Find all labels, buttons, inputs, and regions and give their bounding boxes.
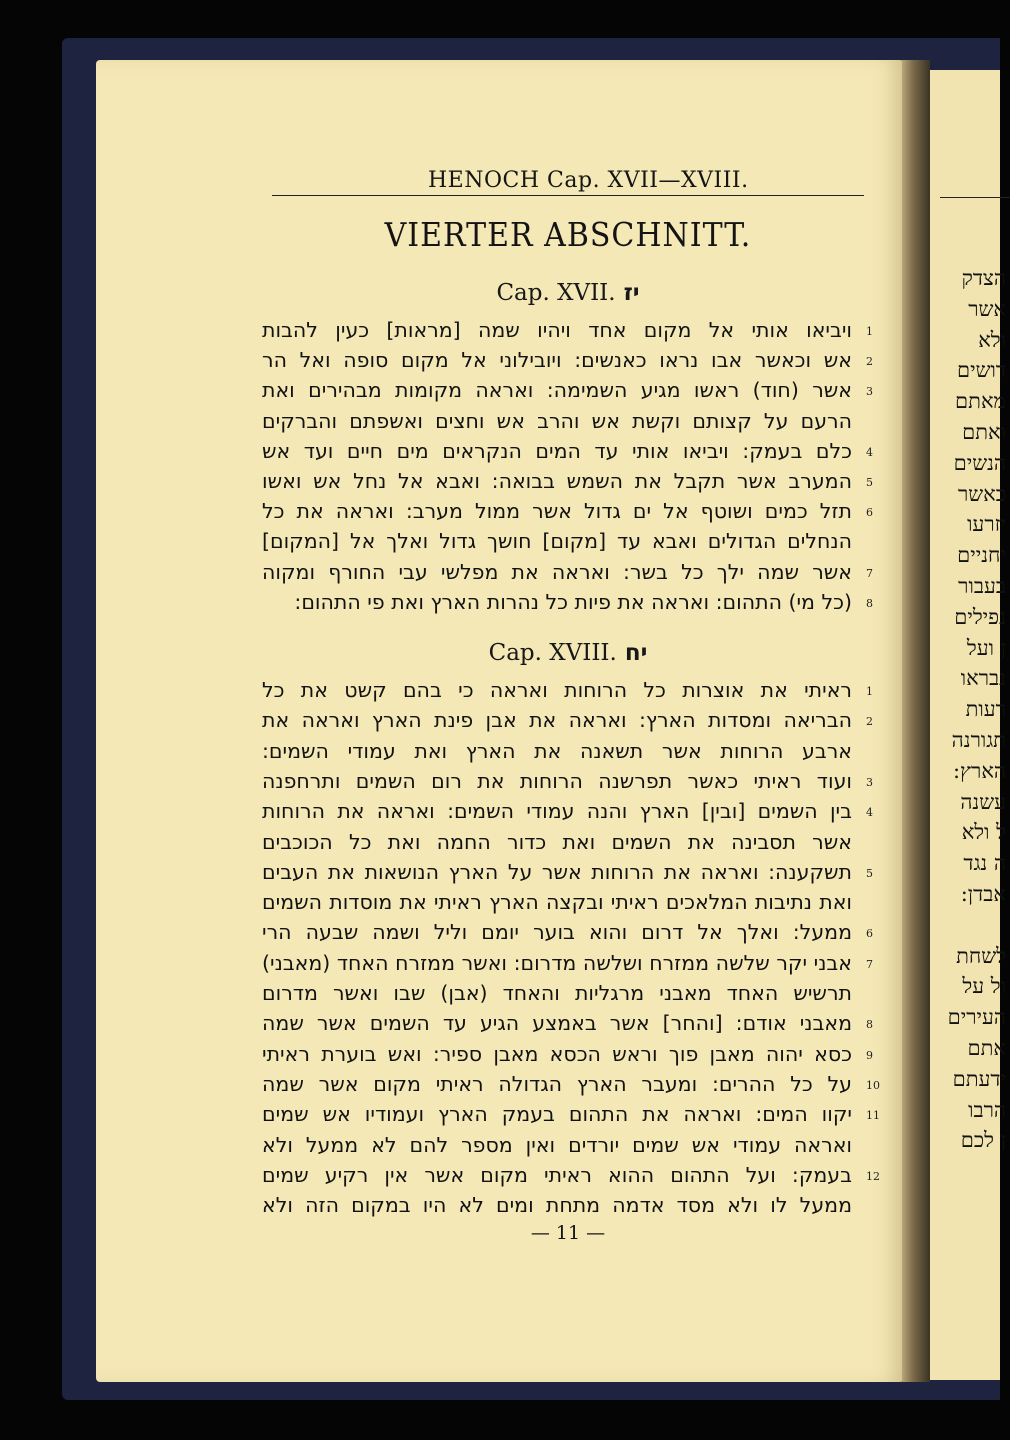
chapter-hebrew-number: יז [623, 280, 640, 306]
next-page-fragment: ואתם [962, 420, 1006, 444]
next-page-fragment: ול על [962, 974, 1006, 999]
text-line: כלם בעמק: ויביאו אותי עד המים הנקראים מים חיים ועד אש [262, 438, 852, 463]
next-page-fragment: הנשים [953, 450, 1006, 475]
verse-number: 3 [866, 775, 873, 789]
next-page-fragment: מאתם [955, 389, 1006, 414]
next-page-fragment: תגורנה [951, 728, 1006, 752]
verse-number: 3 [866, 385, 873, 399]
verse-number: 7 [866, 957, 873, 971]
next-page-fragment: דושים [957, 358, 1006, 383]
next-page-fragment: רעות [965, 697, 1006, 722]
verse-number: 11 [866, 1109, 880, 1123]
text-line: ארבע הרוחות אשר תשאנה את הארץ ואת עמודי השמים: [262, 738, 852, 763]
next-page-fragment: הרבו [968, 1097, 1006, 1122]
verse-number: 2 [866, 715, 873, 729]
next-page-fragment: נבראו [960, 666, 1006, 691]
page-number: — 11 — [530, 1222, 606, 1244]
text-line: אש וכאשר אבו נראו כאנשים: ויובילוני אל מקום סופה ואל הר [262, 348, 852, 373]
next-page-fragment: אתם [967, 1036, 1006, 1060]
next-page-fragment: ל ולא [961, 820, 1006, 845]
text-line: בעמק: ועל התהום ההוא ראיתי מקום אשר אין רקיע שמים [262, 1162, 852, 1187]
next-page-fragment: ן ועל [966, 635, 1006, 660]
verse-number: 5 [866, 866, 873, 880]
text-line: מאבני אודם: [והחר] אשר באמצע הגיע עד השמים אשר שמה [262, 1011, 852, 1036]
verse-number: 8 [866, 596, 873, 610]
verse-number: 4 [866, 445, 873, 459]
verse-number: 7 [866, 566, 873, 580]
text-line: כסא יהוה מאבן פוך וראש הכסא מאבן ספיר: ואש בוערת ראיתי [262, 1041, 852, 1066]
chapter-heading-17 [272, 280, 864, 306]
next-page-fragment: כאשר [957, 481, 1006, 506]
next-page-edge [930, 70, 1006, 1380]
book-gutter [902, 60, 930, 1382]
verse-number: 2 [866, 355, 873, 369]
chapter-label: Cap. XVII. [496, 280, 616, 306]
text-line: ויביאו אותי אל מקום אחד ויהיו שמה [מראות] כעין להבות [262, 318, 852, 342]
text-line: יקוו המים: ואראה את התהום בעמק הארץ ועמודיו אש שמים [262, 1102, 852, 1127]
running-head: HENOCH Cap. XVII—XVIII. [428, 168, 749, 193]
text-line: תזל כמים ושוטף אל ים גדול אשר ממול מערב: ואראה את כל [262, 499, 852, 524]
next-page-fragment: עשנה [960, 789, 1006, 814]
verse-number: 10 [866, 1078, 880, 1092]
verse-number: 9 [866, 1048, 873, 1062]
text-line: אשר (חוד) ראשו מגיע השמימה: ואראה מקומות מבהירים ואת [262, 378, 852, 403]
next-page-fragment: העירים [947, 1005, 1006, 1030]
text-line: הבריאה ומסדות הארץ: ואראה את אבן פינת הארץ ואראה את [262, 708, 852, 733]
verse-number: 12 [866, 1169, 880, 1183]
text-line: ואת נתיבות המלאכים ראיתי ובקצה הארץ ראיתי את מוסדות השמים [262, 890, 852, 915]
text-line: תשקענה: ואראה את הרוחות אשר על הארץ הנושאות את העבים [262, 859, 852, 884]
text-line: אבני יקר שלשה ממזרח ושלשה מדרום: ואשר ממזרח האחד (מאבני) [262, 950, 852, 975]
next-page-fragment: אשר [968, 296, 1006, 321]
next-page-fragment: ידעתם [952, 1066, 1006, 1091]
text-line: ממעל: ואלך אל דרום והוא בוער יומם וליל ושמה שבעה הרי [262, 920, 852, 945]
verse-number: 5 [866, 476, 873, 489]
header-rule [272, 195, 864, 196]
text-line: הרעם על קצותם וקשת אש והרב אש וחצים ואשפתם והברקים [262, 408, 852, 433]
next-page-fragment: אבדן: [960, 882, 1006, 906]
text-line: ראיתי את אוצרות כל הרוחות ואראה כי בהם קשט את כל [262, 678, 852, 702]
text-line: על כל ההרים: ומעבר הארץ הגדולה ראיתי מקום אשר שמה [262, 1071, 852, 1096]
verse-number: 6 [866, 927, 873, 941]
next-page-fragment: הצדק [961, 266, 1006, 290]
next-page-fragment: ה נגד [963, 851, 1006, 876]
verse-number: 6 [866, 506, 873, 520]
verse-number: 8 [866, 1018, 873, 1032]
next-page-fragment: יחניים [957, 543, 1006, 568]
chapter-label: Cap. XVIII. [488, 640, 617, 666]
next-page-fragment: לשחת [956, 943, 1006, 968]
text-line: בין השמים [ובין] הארץ והנה עמודי השמים: ואראה את הרוחות [262, 799, 852, 824]
next-page-fragment: ולא [978, 327, 1006, 352]
next-page-fragment: ן לכם [960, 1128, 1006, 1153]
next-page-fragment: יזרעו [967, 512, 1006, 537]
next-page-fragment: בעבור [958, 574, 1006, 598]
chapter-heading-18 [272, 640, 864, 666]
text-line: ועוד ראיתי כאשר תפרשנה הרוחות את רום השמים ותרחפנה [262, 768, 852, 793]
text-line: ואראה עמודי אש שמים יורדים ואין מספר להם לא ממעל ולא [262, 1132, 852, 1157]
text-line: (כל מי) התהום: ואראה את פיות כל נהרות הארץ ואת פי התהום: [294, 589, 852, 614]
chapter-hebrew-number: יח [624, 640, 648, 666]
section-title: VIERTER ABSCHNITT. [384, 216, 752, 255]
verse-number: 1 [866, 325, 873, 338]
text-line: הנחלים הגדולים ואבא עד [מקום] חושך גדול ואלך אל [המקום] [262, 529, 852, 554]
text-line: אשר תסבינה את השמים ואת כדור החמה ואת כל הכוכבים [262, 829, 852, 854]
verse-number: 4 [866, 806, 873, 820]
text-line: תרשיש האחד מאבני מרגליות והאחד (אבן) שבו ואשר מדרום [262, 981, 852, 1005]
next-page-fragment: הארץ: [952, 758, 1006, 783]
text-line: ממעל לו ולא מסד אדמה מתחת ומים לא היו במקום הזה ולא [262, 1193, 852, 1218]
text-line: אשר שמה ילך כל בשר: ואראה את מפלשי עבי החורף ומקוה [262, 559, 852, 584]
next-page-rule [940, 197, 1010, 198]
verse-number: 1 [866, 685, 873, 698]
next-page-fragment: נפילים [954, 604, 1006, 629]
text-line: המערב אשר תקבל את השמש בבואה: ואבא אל נחל אש ואשו [262, 469, 852, 493]
